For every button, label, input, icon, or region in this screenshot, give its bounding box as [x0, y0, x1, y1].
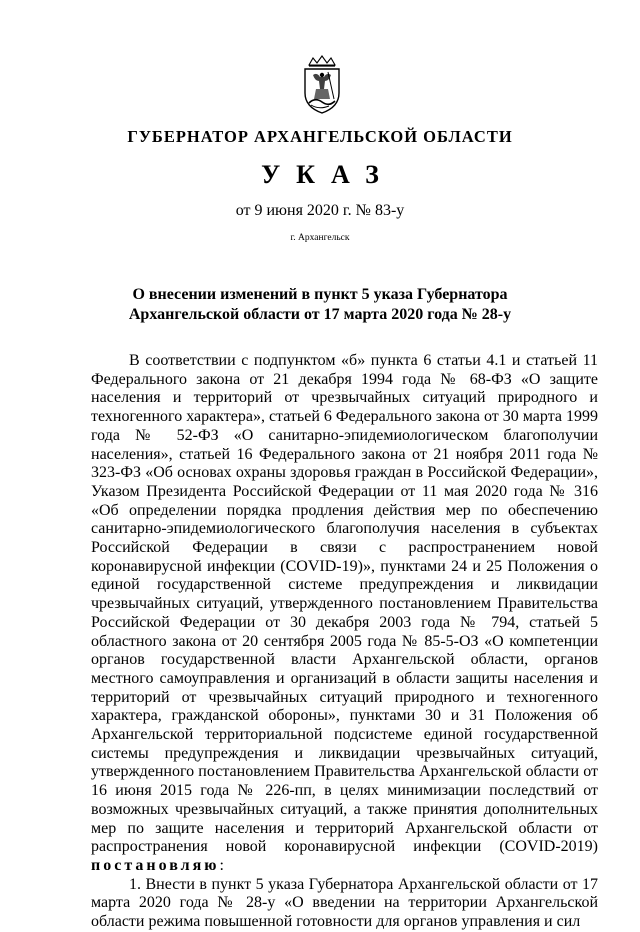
document-date-number: от 9 июня 2020 г. № 83-у: [235, 202, 405, 219]
paragraph-item-1: 1. Внести в пункт 5 указа Губернатора Архангельской области от 17 марта 2020 года № 28-у «О введении на территории Архангельской области режима повышенной готовности для органов управления и сил: [91, 875, 598, 931]
document-type: УКАЗ: [261, 160, 395, 189]
issuer-header: ГУБЕРНАТОР АРХАНГЕЛЬСКОЙ ОБЛАСТИ: [127, 127, 513, 146]
document-body: [91, 352, 598, 932]
coat-of-arms-icon: [299, 55, 345, 115]
preamble-text: В соответствии с подпунктом «б» пункта 6 статьи 4.1 и статьей 11 Федерального закона от 21 декабря 1994 года № 68-ФЗ «О защите населения и территорий от чрезвычайных ситуаций природного и техногенного характера», статьей 6 Федерального закона от 30 марта 1999 года № 52-ФЗ «О санитарно-эпидемиологическом благополучии населения», статьей 16 Федерального закона от 21 ноября 2011 года № 323-ФЗ «Об основах охраны здоровья граждан в Российской Федерации», Указом Президента Российской Федерации от 11 мая 2020 года № 316 «Об определении порядка продления действия мер по обеспечению санитарно-эпидемиологического благополучия населения в субъектах Российской Федерации в связи с распространением новой коронавирусной инфекции (COVID-19)», пунктами 24 и 25 Положения о единой государственной системе предупреждения и ликвидации чрезвычайных ситуаций, утвержденного постановлением Правительства Российской Федерации от 30 декабря 2003 года № 794, статьей 5 областного закона от 20 сентября 2005 года № 85-5-ОЗ «О компетенции органов государственной власти Архангельской области, органов местного самоуправления и организаций в области защиты населения и территорий от чрезвычайных ситуаций природного и техногенного характера, гражданской обороны», пунктами 30 и 31 Положения об Архангельской территориальной подсистеме единой государственной системы предупреждения и ликвидации чрезвычайных ситуаций, утвержденного постановлением Правительства Архангельской области от 16 июня 2015 года № 226-пп, в целях минимизации последствий от возможных чрезвычайных ситуаций, а также принятия дополнительных мер по защите населения и территорий Архангельской области от распространения новой коронавирусной инфекции (COVID-2019): [91, 352, 598, 856]
document-title: [120, 285, 520, 325]
decree-word: постановляю: [91, 856, 220, 874]
title-line-1: О внесении изменений в пункт 5 указа Губернатора: [132, 286, 508, 303]
paragraph-preamble: [91, 352, 598, 876]
document-city: г. Архангельск: [290, 233, 350, 243]
decree-colon: :: [219, 856, 224, 874]
title-line-2: Архангельской области от 17 марта 2020 года № 28-у: [128, 306, 512, 323]
